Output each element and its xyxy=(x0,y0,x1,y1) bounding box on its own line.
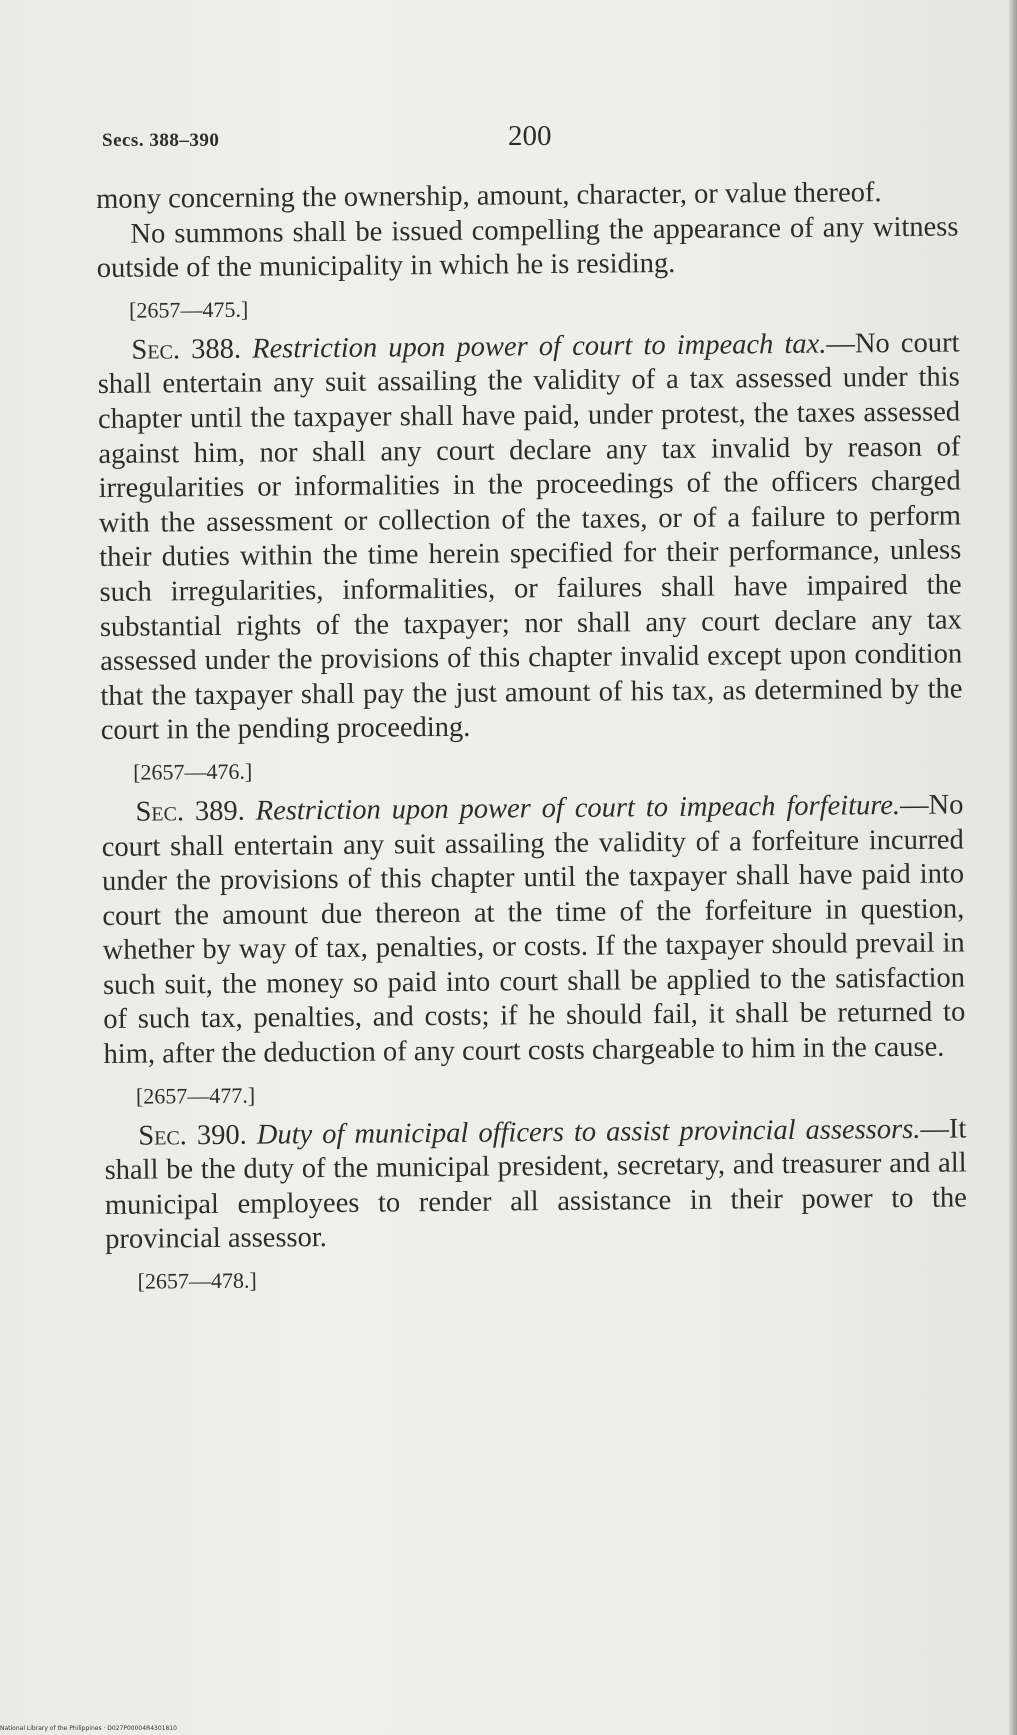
paragraph xyxy=(96,210,959,287)
citation: [2657—477.] xyxy=(135,1082,256,1109)
section-heading: Restriction upon power of court to impeach tax. xyxy=(252,328,827,365)
section-number: Sec. 389. xyxy=(135,795,245,828)
section-number: Sec. 390. xyxy=(138,1119,247,1152)
citation: [2657—476.] xyxy=(133,758,253,785)
section-text: —No court shall entertain any suit assailing the validity of a tax assessed under this chapter until the taxpayer shall have paid, under protest, the taxes assessed against him, nor shall any court declare any tax invalid by reason of irregularities or informalities in the proceedings of the officers charged with the assessment or collection of the taxes, or of a failure to perform their duties within the time herein specified for their performance, unless such irregularities, informalities, or failures shall have impaired the substantial rights of the taxpayer; nor shall any court declare any tax assessed under the provisions of this chapter invalid except upon condition that the taxpayer shall pay the just amount of his tax, as determined by the court in the pending proceeding. xyxy=(97,327,963,747)
body-text xyxy=(96,175,968,1305)
scan-footer: National Library of the Philippines · D027P00004R4301810 xyxy=(0,1725,177,1732)
section-number: Sec. 388. xyxy=(131,333,242,366)
citation: [2657—475.] xyxy=(129,296,249,323)
section-390 xyxy=(104,1112,967,1258)
section-389 xyxy=(101,788,965,1072)
page-header xyxy=(100,120,960,160)
section-text: —It shall be the duty of the municipal president, secretary, and treasurer and all municipal employees to render all assistance in their power to the provincial assessor. xyxy=(104,1113,968,1256)
page-number: 200 xyxy=(508,120,552,152)
paragraph-text: mony concerning the ownership, amount, character, or value thereof. xyxy=(96,177,882,215)
citation: [2657—478.] xyxy=(137,1267,257,1294)
section-heading: Restriction upon power of court to impeach forfeiture. xyxy=(255,789,901,827)
section-text: —No court shall entertain any suit assailing the validity of a forfeiture incurred under the provisions of this chapter until the taxpayer shall have paid into court the amount due thereon at the time of the forfeiture in question, whether by way of tax, penalties, or costs. If the taxpayer should prevail in such suit, the money so paid into court shall be applied to the satisfaction of such tax, penalties, and costs; if he should fail, it shall be returned to him, after the deduction of any court costs chargeable to him in the cause. xyxy=(101,789,966,1071)
running-head: Secs. 388–390 xyxy=(102,130,220,151)
section-388 xyxy=(97,326,963,749)
section-heading: Duty of municipal officers to assist provincial assessors. xyxy=(256,1113,921,1151)
paragraph-text: No summons shall be issued compelling the appearance of any witness outside of the municipality in which he is residing. xyxy=(96,211,959,285)
page-edge-shadow xyxy=(1009,0,1017,1735)
